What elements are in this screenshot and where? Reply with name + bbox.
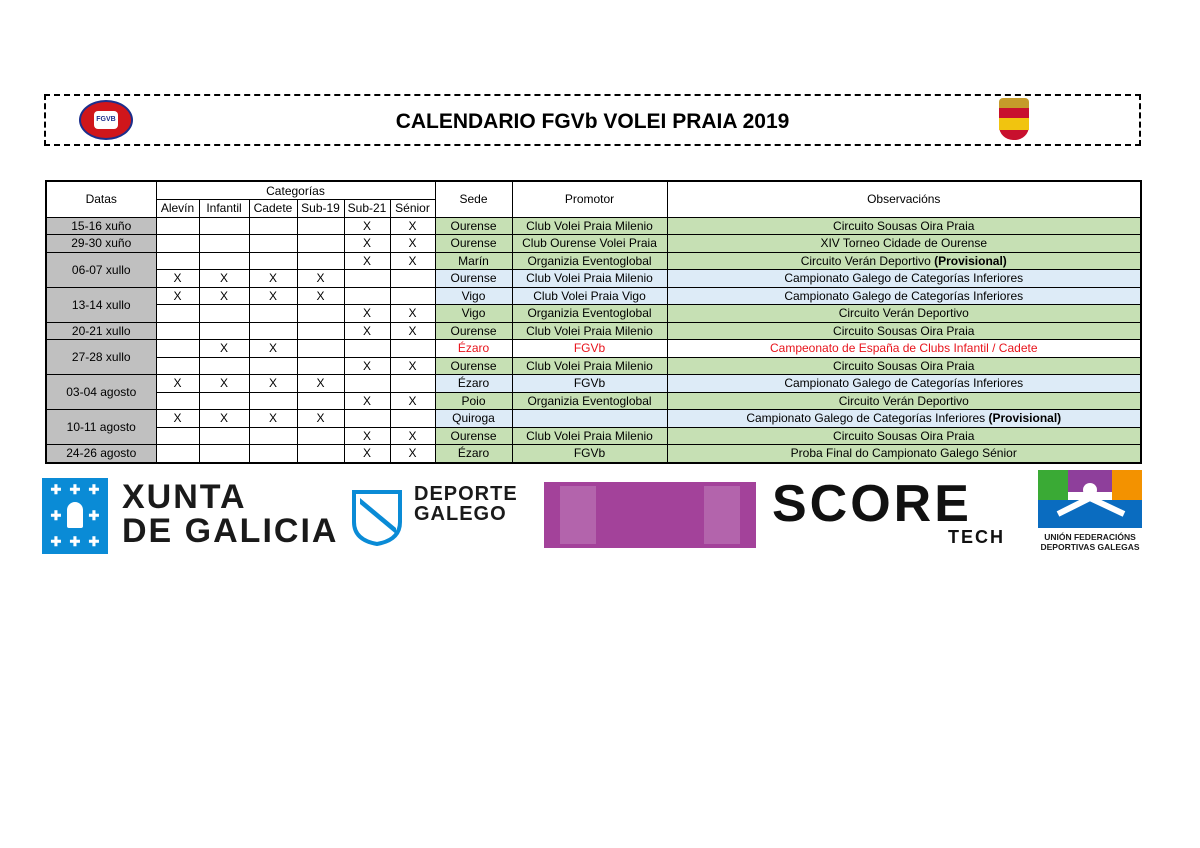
category-mark: X [297,410,344,428]
observacions-text: Circuito Verán Deportivo [800,253,935,268]
promotor-cell: Organizia Eventoglobal [512,392,667,410]
sede-cell: Ézaro [435,375,512,393]
observacions-cell [667,340,1141,358]
observacions-cell [667,427,1141,445]
sede-cell: Quiroga [435,410,512,428]
date-cell: 06-07 xullo [46,252,156,287]
calendar-table [45,180,1142,464]
sede-cell: Marín [435,252,512,270]
ufdg-line1: UNIÓN FEDERACIÓNS [1044,532,1136,542]
date-cell: 20-21 xullo [46,322,156,340]
category-mark: X [156,270,199,288]
category-mark [297,392,344,410]
xunta-line2: DE GALICIA [122,512,339,550]
non-campaign-logo [544,482,756,548]
category-mark [249,235,297,253]
category-mark: X [297,270,344,288]
header-category: Alevín [156,200,199,218]
category-mark [297,235,344,253]
category-mark [297,427,344,445]
category-mark [156,445,199,463]
category-mark: X [199,270,249,288]
category-mark [344,270,390,288]
observacions-text: Campionato Galego de Categorías Inferiores [784,271,1024,286]
category-mark [249,392,297,410]
sede-cell: Ourense [435,235,512,253]
ufdg-mark-icon [1038,470,1142,528]
header-category: Infantil [199,200,249,218]
category-mark [156,252,199,270]
category-mark [249,252,297,270]
observacions-note: (Provisional) [934,253,1007,268]
category-mark: X [297,287,344,305]
category-mark: X [249,340,297,358]
category-mark [156,322,199,340]
category-mark: X [156,375,199,393]
category-mark [249,427,297,445]
promotor-cell: Club Volei Praia Milenio [512,217,667,235]
observacions-text: Circuito Sousas Oira Praia [833,358,975,373]
deporte-line2: GALEGO [414,503,507,525]
xunta-shield-icon: ✚ ✚ ✚ ✚ ✚ ✚ ✚ ✚ [42,478,108,554]
category-mark [156,427,199,445]
promotor-cell: FGVb [512,340,667,358]
sede-cell: Ézaro [435,445,512,463]
observacions-cell [667,217,1141,235]
category-mark: X [249,410,297,428]
observacions-text: Circuito Verán Deportivo [838,393,969,408]
table-row [46,235,1141,253]
observacions-cell [667,357,1141,375]
observacions-cell [667,375,1141,393]
category-mark [156,392,199,410]
category-mark: X [344,235,390,253]
sede-cell: Ourense [435,270,512,288]
table-row [46,392,1141,410]
category-mark: X [390,235,435,253]
header-category: Sub-19 [297,200,344,218]
xunta-logo-text [122,480,338,548]
sede-cell: Ézaro [435,340,512,358]
observacions-text: Proba Final do Campionato Galego Sénior [790,446,1017,461]
category-mark [390,410,435,428]
date-cell: 15-16 xuño [46,217,156,235]
fgvb-logo-text: FGVB [96,116,116,123]
category-mark: X [344,445,390,463]
category-mark [297,357,344,375]
category-mark: X [199,375,249,393]
observacions-text: Circuito Sousas Oira Praia [833,428,975,443]
deporte-galego-icon [352,488,402,546]
category-mark [199,392,249,410]
rfevb-logo [999,98,1029,142]
observacions-cell [667,305,1141,323]
sede-cell: Ourense [435,427,512,445]
category-mark [249,322,297,340]
header-sede: Sede [435,181,512,217]
category-mark [297,340,344,358]
category-mark [390,340,435,358]
table-row [46,252,1141,270]
calendar-body [46,217,1141,463]
category-mark: X [390,392,435,410]
deporte-galego-logo-text [414,484,518,524]
observacions-text: Campeonato de España de Clubs Infantil / Cadete [769,341,1038,356]
category-mark: X [390,305,435,323]
category-mark [297,252,344,270]
category-mark [156,340,199,358]
category-mark [156,357,199,375]
category-mark: X [390,252,435,270]
category-mark [344,410,390,428]
ufdg-line2: DEPORTIVAS GALEGAS [1040,542,1140,552]
category-mark [249,357,297,375]
observacions-text: Circuito Verán Deportivo [838,306,969,321]
category-mark: X [249,270,297,288]
sede-cell: Poio [435,392,512,410]
category-mark [297,322,344,340]
sede-cell: Vigo [435,287,512,305]
category-mark [199,305,249,323]
observacions-cell [667,287,1141,305]
header-box [44,94,1141,146]
observacions-cell [667,392,1141,410]
category-mark: X [199,410,249,428]
table-row [46,357,1141,375]
category-mark: X [390,322,435,340]
observacions-cell [667,252,1141,270]
observacions-cell [667,235,1141,253]
category-mark: X [344,252,390,270]
deporte-line1: DEPORTE [414,483,518,505]
category-mark: X [249,287,297,305]
date-cell: 03-04 agosto [46,375,156,410]
header-datas: Datas [46,181,156,217]
category-mark [156,217,199,235]
header-categorias: Categorías [156,181,435,200]
category-mark [344,375,390,393]
category-mark [199,322,249,340]
category-mark: X [199,287,249,305]
category-mark: X [344,357,390,375]
category-mark [249,217,297,235]
table-row [46,217,1141,235]
table-row [46,340,1141,358]
category-mark: X [297,375,344,393]
sponsor-logos [0,470,1200,560]
category-mark: X [344,392,390,410]
table-row [46,427,1141,445]
category-mark: X [249,375,297,393]
promotor-cell: FGVb [512,375,667,393]
sede-cell: Ourense [435,357,512,375]
table-row [46,410,1141,428]
category-mark: X [344,427,390,445]
table-row [46,375,1141,393]
promotor-cell: Club Volei Praia Vigo [512,287,667,305]
category-mark [199,357,249,375]
promotor-cell: Club Ourense Volei Praia [512,235,667,253]
category-mark [390,375,435,393]
table-row [46,270,1141,288]
sede-cell: Ourense [435,322,512,340]
category-mark [249,445,297,463]
category-mark [199,445,249,463]
observacions-text: Campionato Galego de Categorías Inferiores [784,376,1024,391]
xunta-line1: XUNTA [122,478,247,516]
promotor-cell: FGVb [512,445,667,463]
scoretech-tech-text: TECH [948,527,1005,547]
category-mark [199,217,249,235]
category-mark [297,445,344,463]
category-mark: X [390,427,435,445]
observacions-text: XIV Torneo Cidade de Ourense [820,236,988,251]
category-mark: X [156,287,199,305]
scoretech-logo-text: SCORE [772,475,972,533]
category-mark: X [390,445,435,463]
table-row [46,445,1141,463]
observacions-text: Circuito Sousas Oira Praia [833,218,975,233]
observacions-cell [667,270,1141,288]
promotor-cell: Club Volei Praia Milenio [512,322,667,340]
non-slogan-box [604,500,694,534]
category-mark [199,427,249,445]
category-mark [199,252,249,270]
date-cell: 27-28 xullo [46,340,156,375]
category-mark [156,235,199,253]
observacions-cell [667,410,1141,428]
date-cell: 29-30 xuño [46,235,156,253]
promotor-cell: Organizia Eventoglobal [512,305,667,323]
category-mark [344,340,390,358]
observacions-text: Campionato Galego de Categorías Inferiores [784,288,1024,303]
promotor-cell: Organizia Eventoglobal [512,252,667,270]
category-mark [199,235,249,253]
promotor-cell [512,410,667,428]
header-category: Sub-21 [344,200,390,218]
date-cell: 13-14 xullo [46,287,156,322]
category-mark: X [199,340,249,358]
table-row [46,287,1141,305]
observacions-cell [667,322,1141,340]
category-mark: X [156,410,199,428]
category-mark: X [390,217,435,235]
header-category: Cadete [249,200,297,218]
category-mark [249,305,297,323]
promotor-cell: Club Volei Praia Milenio [512,357,667,375]
observacions-text: Circuito Sousas Oira Praia [833,323,975,338]
observacions-cell [667,445,1141,463]
date-cell: 24-26 agosto [46,445,156,463]
category-mark [390,270,435,288]
sede-cell: Vigo [435,305,512,323]
category-mark: X [344,322,390,340]
date-cell: 10-11 agosto [46,410,156,445]
observacions-text: Campionato Galego de Categorías Inferiores [746,411,989,426]
header-category: Sénior [390,200,435,218]
promotor-cell: Club Volei Praia Milenio [512,427,667,445]
header-observacions: Observacións [667,181,1141,217]
page-title: CALENDARIO FGVb VOLEI PRAIA 2019 [395,110,790,133]
header-promotor: Promotor [512,181,667,217]
ufdg-logo-text [1038,532,1142,552]
promotor-cell: Club Volei Praia Milenio [512,270,667,288]
category-mark: X [344,305,390,323]
category-mark [390,287,435,305]
table-row [46,322,1141,340]
category-mark [297,305,344,323]
observacions-note: (Provisional) [988,411,1062,426]
category-mark [156,305,199,323]
category-mark [344,287,390,305]
category-mark [297,217,344,235]
table-row [46,305,1141,323]
category-mark: X [390,357,435,375]
sede-cell: Ourense [435,217,512,235]
category-mark: X [344,217,390,235]
